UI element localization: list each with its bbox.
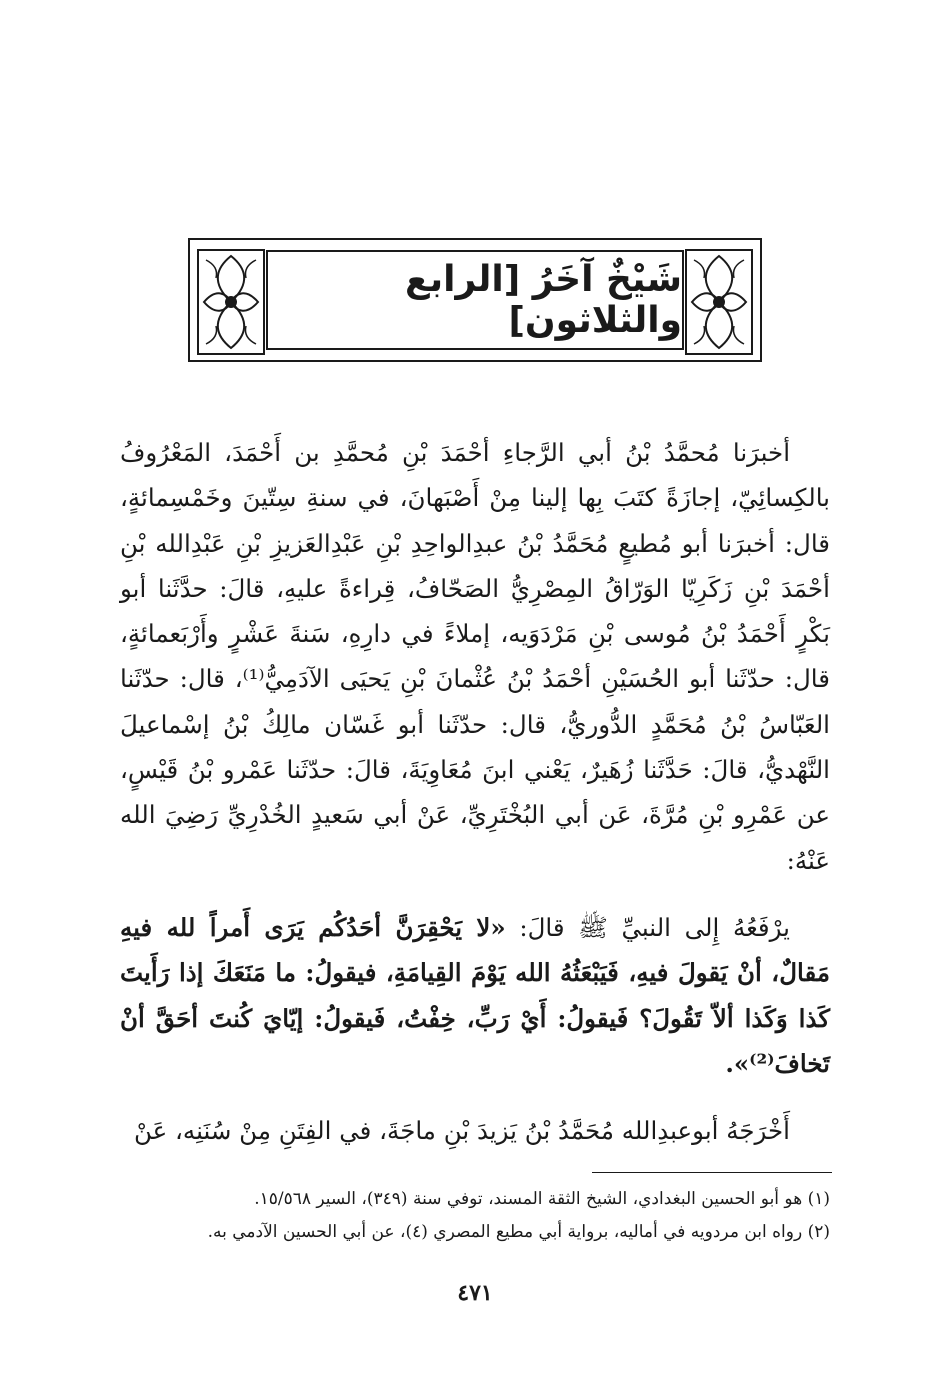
- left-ornament: [196, 248, 266, 356]
- right-ornament: [684, 248, 754, 356]
- hadith-text: «لا يَحْقِرَنَّ أحَدُكُم يَرَى أَمراً لله فيهِ مَقالٌ، أنْ يَقولَ فيهِ، فَيَبْعَثُهُ الله يَوْمَ القِيامَةِ، فيقولُ: ما مَنَعَكَ إذا رَأَيتَ كَذا وَكَذا ألاّ تَقُولَ؟ فَيقولُ: أَيْ رَبِّ، خِفْتُ، فَيقولُ: إيّايَ كُنتَ أحَقَّ أنْ تَخافَ⁽²⁾».: [120, 912, 830, 1078]
- hadith-paragraph: [120, 905, 830, 1086]
- footnote-divider: [592, 1172, 832, 1173]
- closing-paragraph: أَخْرَجَهُ أبوعبدِالله مُحَمَّدُ بْنُ يَزيدَ بْنِ ماجَةَ، في الفِتَنِ مِنْ سُنَنِه، عَنْ: [133, 1116, 790, 1146]
- footnotes: [120, 1183, 830, 1249]
- isnad-paragraph: أخبرَنا مُحمَّدُ بْنُ أبي الرَّجاءِ أحْمَدَ بْنِ مُحمَّدِ بن أَحْمَدَ، المَعْرُوفُ بالكِسائِيّ، إجازَةً كتَبَ بِها إلينا مِنْ أَصْبَهانَ، في سنةِ سِتّينَ وخَمْسِمائةٍ، قال: أخبرَنا أبو مُطيعٍ مُحَمَّدُ بْنُ عبدِالواحِدِ بْنِ عَبْدِالعَزيزِ بْنِ عَبْدِالله بْنِ أحْمَدَ بْنِ زَكَرِيّا الوَرّاقُ المِصْرِيُّ الصَحّافُ، قِراءةً عليهِ، قالَ: حدَّثَنا أبو بَكْرٍ أَحْمَدُ بْنُ مُوسى بْنِ مَرْدَوَيه، إملاءً في دارِهِ، سَنةَ عَشْرٍ وأَرْبَعمائةٍ، قال: حدّثَنا أبو الحُسَيْنِ أحْمَدُ بْنُ عُثْمانَ بْنِ يَحيَى الآدَمِيُّ⁽¹⁾، قال: حدّثَنا العَبّاسُ بْنُ مُحَمَّدٍ الدُّوريُّ، قال: حدّثَنا أبو غَسّان مالِكُ بْنُ إسْماعيلَ النَّهْديُّ، قالَ: حَدَّثَنا زُهَيرٌ، يَعْني ابنَ مُعَاوِيَةَ، قالَ: حدّثَنا عَمْرو بْنُ قَيْسٍ، عن عَمْرِو بْنِ مُرَّةَ، عَن أبي البُخْتَرِيِّ، عَنْ أبي سَعيدٍ الخُدْرِيِّ رَضِيَ الله عَنْهُ:: [120, 438, 830, 875]
- footnote-2: (٢) رواه ابن مردويه في أماليه، برواية أبي مطيع المصري (٤)، عن أبي الحسين الآدمي به.: [207, 1222, 830, 1242]
- chapter-title: شَيْخٌ آخَرُ [الرابع والثلاثون]: [405, 259, 682, 341]
- chapter-title-frame: [188, 238, 762, 362]
- main-text: [120, 430, 830, 1153]
- footnote-1: (١) هو أبو الحسين البغدادي، الشيخ الثقة المسند، توفي سنة (٣٤٩)، السير ١٥/٥٦٨.: [254, 1189, 830, 1209]
- hadith-intro: يرْفَعُهُ إِلى النبيِّ ﷺ قالَ:: [505, 912, 790, 942]
- chapter-title-box: [266, 250, 684, 350]
- page-number: ٤٧١: [457, 1280, 493, 1306]
